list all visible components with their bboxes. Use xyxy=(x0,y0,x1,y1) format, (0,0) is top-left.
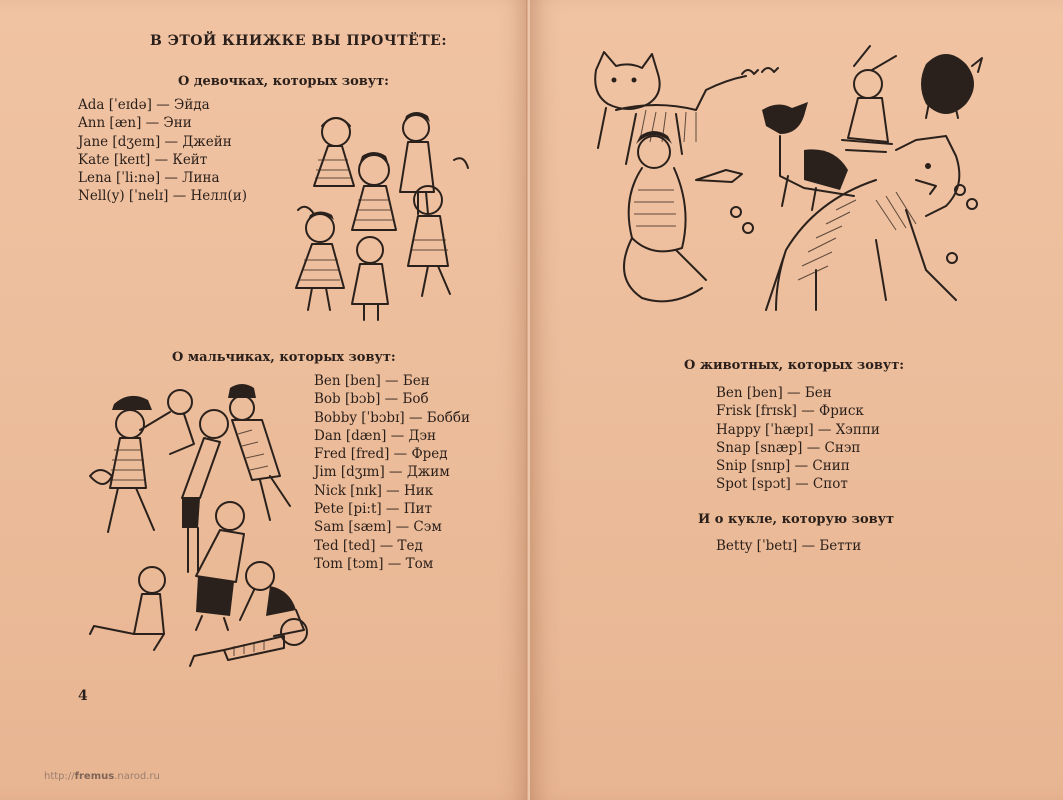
book-contents-heading: В ЭТОЙ КНИЖКЕ ВЫ ПРОЧТЁТЕ: xyxy=(150,33,447,49)
list-item: Snap [snæp] — Снэп xyxy=(716,439,861,456)
list-item: Bob [bɔb] — Боб xyxy=(314,391,429,408)
list-item: Spot [spɔt] — Спот xyxy=(716,476,848,493)
list-item: Lena [ˈli:nə] — Лина xyxy=(78,170,220,187)
list-item: Ann [æn] — Эни xyxy=(78,115,192,132)
doll-subheading: И о кукле, которую зовут xyxy=(698,512,895,527)
animals-illustration xyxy=(576,40,996,328)
list-item: Pete [pi:t] — Пит xyxy=(314,501,432,518)
source-url: http://fremus.narod.ru xyxy=(44,771,160,782)
page-number: 4 xyxy=(78,688,88,704)
animals-subheading: О животных, которых зовут: xyxy=(684,358,905,373)
boys-illustration xyxy=(84,380,310,670)
list-item: Ted [ted] — Тед xyxy=(314,537,423,554)
animals-name-list xyxy=(716,384,880,494)
list-item: Kate [keɪt] — Кейт xyxy=(78,151,208,168)
right-page xyxy=(530,0,1063,800)
list-item: Fred [fred] — Фред xyxy=(314,446,448,463)
list-item: Nick [nɪk] — Ник xyxy=(314,482,434,499)
list-item: Dan [dæn] — Дэн xyxy=(314,427,437,444)
girls-subheading: О девочках, которых зовут: xyxy=(178,74,389,89)
list-item: Snip [snɪp] — Снип xyxy=(716,458,850,475)
boys-name-list xyxy=(314,372,470,573)
left-page xyxy=(0,0,528,800)
list-item: Happy [ˈhæpɪ] — Хэппи xyxy=(716,421,880,438)
boys-subheading: О мальчиках, которых зовут: xyxy=(172,350,396,365)
list-item: Ben [ben] — Бен xyxy=(716,385,832,401)
list-item: Sam [sæm] — Сэм xyxy=(314,519,442,536)
list-item: Ada [ˈeɪdə] — Эйда xyxy=(78,97,210,113)
doll-name: Betty [ˈbetɪ] — Бетти xyxy=(716,538,862,554)
list-item: Tom [tɔm] — Том xyxy=(314,555,434,572)
list-item: Jane [dʒeɪn] — Джейн xyxy=(78,133,232,150)
list-item: Jim [dʒɪm] — Джим xyxy=(314,464,450,481)
list-item: Bobby [ˈbɔbɪ] — Бобби xyxy=(314,409,471,426)
girls-illustration xyxy=(278,100,478,325)
list-item: Frisk [frɪsk] — Фриск xyxy=(716,403,864,420)
list-item: Ben [ben] — Бен xyxy=(314,373,430,389)
list-item: Nell(y) [ˈnelɪ] — Нелл(и) xyxy=(78,188,247,205)
girls-name-list xyxy=(78,96,247,206)
